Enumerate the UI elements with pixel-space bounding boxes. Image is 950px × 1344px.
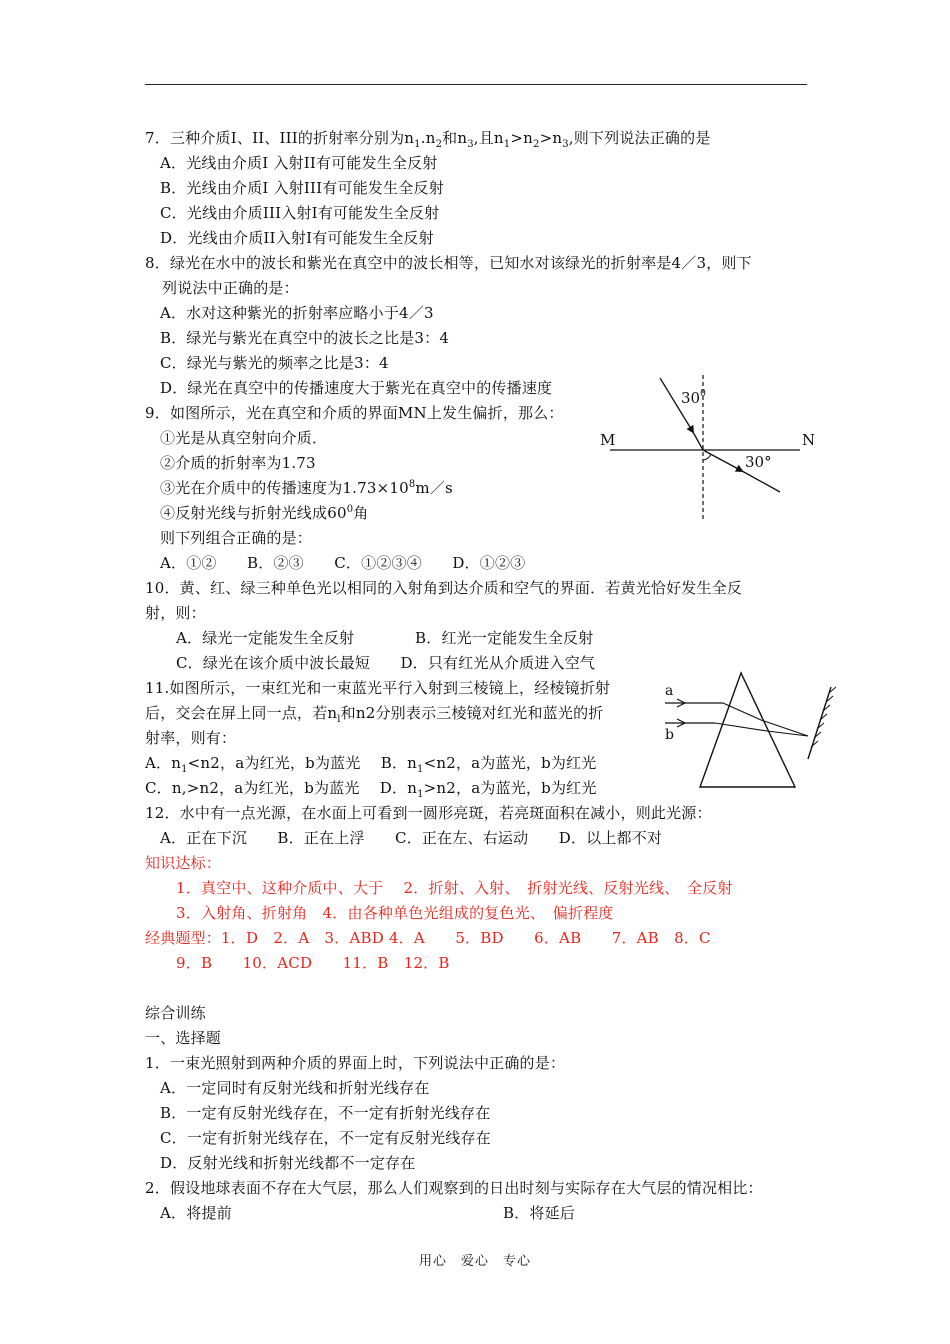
q9-refraction-diagram (595, 370, 825, 525)
q8-option-d: D．绿光在真空中的传播速度大于紫光在真空中的传播速度 (160, 379, 553, 397)
knowledge-title: 知识达标： (145, 854, 222, 872)
angle-top-label: $30^0$ (681, 389, 706, 407)
training-q1-option-c: C．一定有折射光线存在，不一定有反射光线存在 (160, 1129, 491, 1147)
q8-option-c: C．绿光与紫光的频率之比是3：4 (160, 354, 389, 372)
classic-answers-line-1: 经典题型：1．D 2．A 3．ABD 4．A 5．BD 6．AB 7．AB 8．C (145, 929, 711, 947)
q11-options-cd: C．n,>n2，a为红光，b为蓝光 D．$n_1>n2$，a为蓝光，b为红光 (145, 779, 597, 800)
page-footer: 用心 爱心 专心 (418, 1254, 531, 1269)
incident-ray-lower (693, 432, 703, 450)
q12-options: A．正在下沉 B．正在上浮 C．正在左、右运动 D．以上都不对 (160, 829, 663, 847)
q11-prism-diagram (655, 665, 845, 795)
header-rule (145, 84, 807, 85)
training-title: 综合训练 (145, 1004, 206, 1022)
training-q2-stem: 2．假设地球表面不存在大气层，那么人们观察到的日出时刻与实际存在大气层的情况相比： (145, 1179, 763, 1197)
classic-answers-line-2: 9．B 10．ACD 11．B 12．B (176, 954, 450, 972)
q12-stem: 12．水中有一点光源，在水面上可看到一圆形亮斑，若亮斑面积在减小，则此光源： (145, 804, 712, 822)
q7-option-d: D．光线由介质II入射I有可能发生全反射 (160, 229, 434, 247)
screen-line (808, 687, 831, 759)
q11-options-ab: A．$n_1<n2$，a为红光，b为蓝光 B．$n_1<n2$，a为蓝光，b为红光 (145, 754, 597, 775)
q8-option-b: B．绿光与紫光在真空中的波长之比是3：4 (160, 329, 450, 347)
q9-item-1: ①光是从真空射向介质． (160, 429, 328, 447)
q9-options: A．①② B．②③ C．①②③④ D．①②③ (160, 554, 526, 572)
q10-options-cd: C．绿光在该介质中波长最短 D．只有红光从介质进入空气 (176, 654, 596, 672)
q8-stem-line2: 列说法中正确的是： (162, 279, 299, 297)
knowledge-line-2: 3．入射角、折射角 4．由各种单色光组成的复色光、 偏折程度 (176, 904, 614, 922)
q11-stem-line2: 后，交会在屏上同一点，若$n_l$和n2分别表示三棱镜对红光和蓝光的折 (145, 704, 604, 725)
ray-a-inside (723, 703, 761, 720)
training-q1-stem: 1．一束光照射到两种介质的界面上时，下列说法中正确的是： (145, 1054, 566, 1072)
q10-stem-line1: 10．黄、红、绿三种单色光以相同的入射角到达介质和空气的界面．若黄光恰好发生全反 (145, 579, 743, 597)
screen-hatching (811, 687, 836, 747)
q8-stem-line1: 8．绿光在水中的波长和紫光在真空中的波长相等，已知水对该绿光的折射率是4／3，则下 (145, 254, 752, 272)
label-m: M (600, 431, 616, 449)
q11-stem-line1: 11.如图所示，一束红光和一束蓝光平行入射到三棱镜上，经棱镜折射 (145, 679, 611, 697)
label-n: N (802, 431, 816, 449)
angle-bottom-label: 30° (745, 453, 772, 471)
q8-option-a: A．水对这种紫光的折射率应略小于4／3 (160, 304, 434, 322)
refracted-ray-arrow (703, 450, 742, 471)
q7-option-b: B．光线由介质I 入射III有可能发生全反射 (160, 179, 444, 197)
q10-stem-line2: 射，则： (145, 604, 206, 622)
label-a: a (665, 683, 674, 699)
training-q2-option-b: B．将延后 (503, 1204, 576, 1222)
q10-options-ab: A．绿光一定能发生全反射 B．红光一定能发生全反射 (176, 629, 594, 647)
training-q1-option-d: D．反射光线和折射光线都不一定存在 (160, 1154, 416, 1172)
q7-stem: 7．三种介质I、II、III的折射率分别为$n_1.n_2$和$n_3$,且$n_1>n_2>n_3$,则下列说法正确的是 (145, 129, 711, 150)
q7-option-c: C．光线由介质III入射I有可能发生全反射 (160, 204, 440, 222)
training-q2-option-a: A．将提前 (160, 1204, 232, 1222)
angle-arc (703, 454, 711, 460)
q9-stem: 9．如图所示，光在真空和介质的界面MN上发生偏折，那么： (145, 404, 564, 422)
training-section: 一、选择题 (145, 1029, 222, 1047)
q11-stem-line3: 射率，则有： (145, 729, 237, 747)
q9-combo-prompt: 则下列组合正确的是： (160, 529, 313, 547)
q9-item-2: ②介质的折射率为1.73 (160, 454, 316, 472)
training-q1-option-a: A．一定同时有反射光线和折射光线存在 (160, 1079, 430, 1097)
q9-item-3: ③光在介质中的传播速度为$1.73\times 10^8m/s$ (160, 479, 453, 497)
training-q1-option-b: B．一定有反射光线存在，不一定有折射光线存在 (160, 1104, 491, 1122)
refracted-ray (742, 471, 780, 492)
label-b: b (665, 727, 674, 743)
ray-b-inside (715, 723, 767, 731)
knowledge-line-1: 1．真空中、这种介质中、大于 2．折射、入射、 折射光线、反射光线、 全反射 (176, 879, 733, 897)
q9-item-4: ④反射光线与折射光线成$60^0$角 (160, 504, 369, 522)
prism-triangle (700, 673, 795, 787)
q7-option-a: A．光线由介质I 入射II有可能发生全反射 (160, 154, 438, 172)
